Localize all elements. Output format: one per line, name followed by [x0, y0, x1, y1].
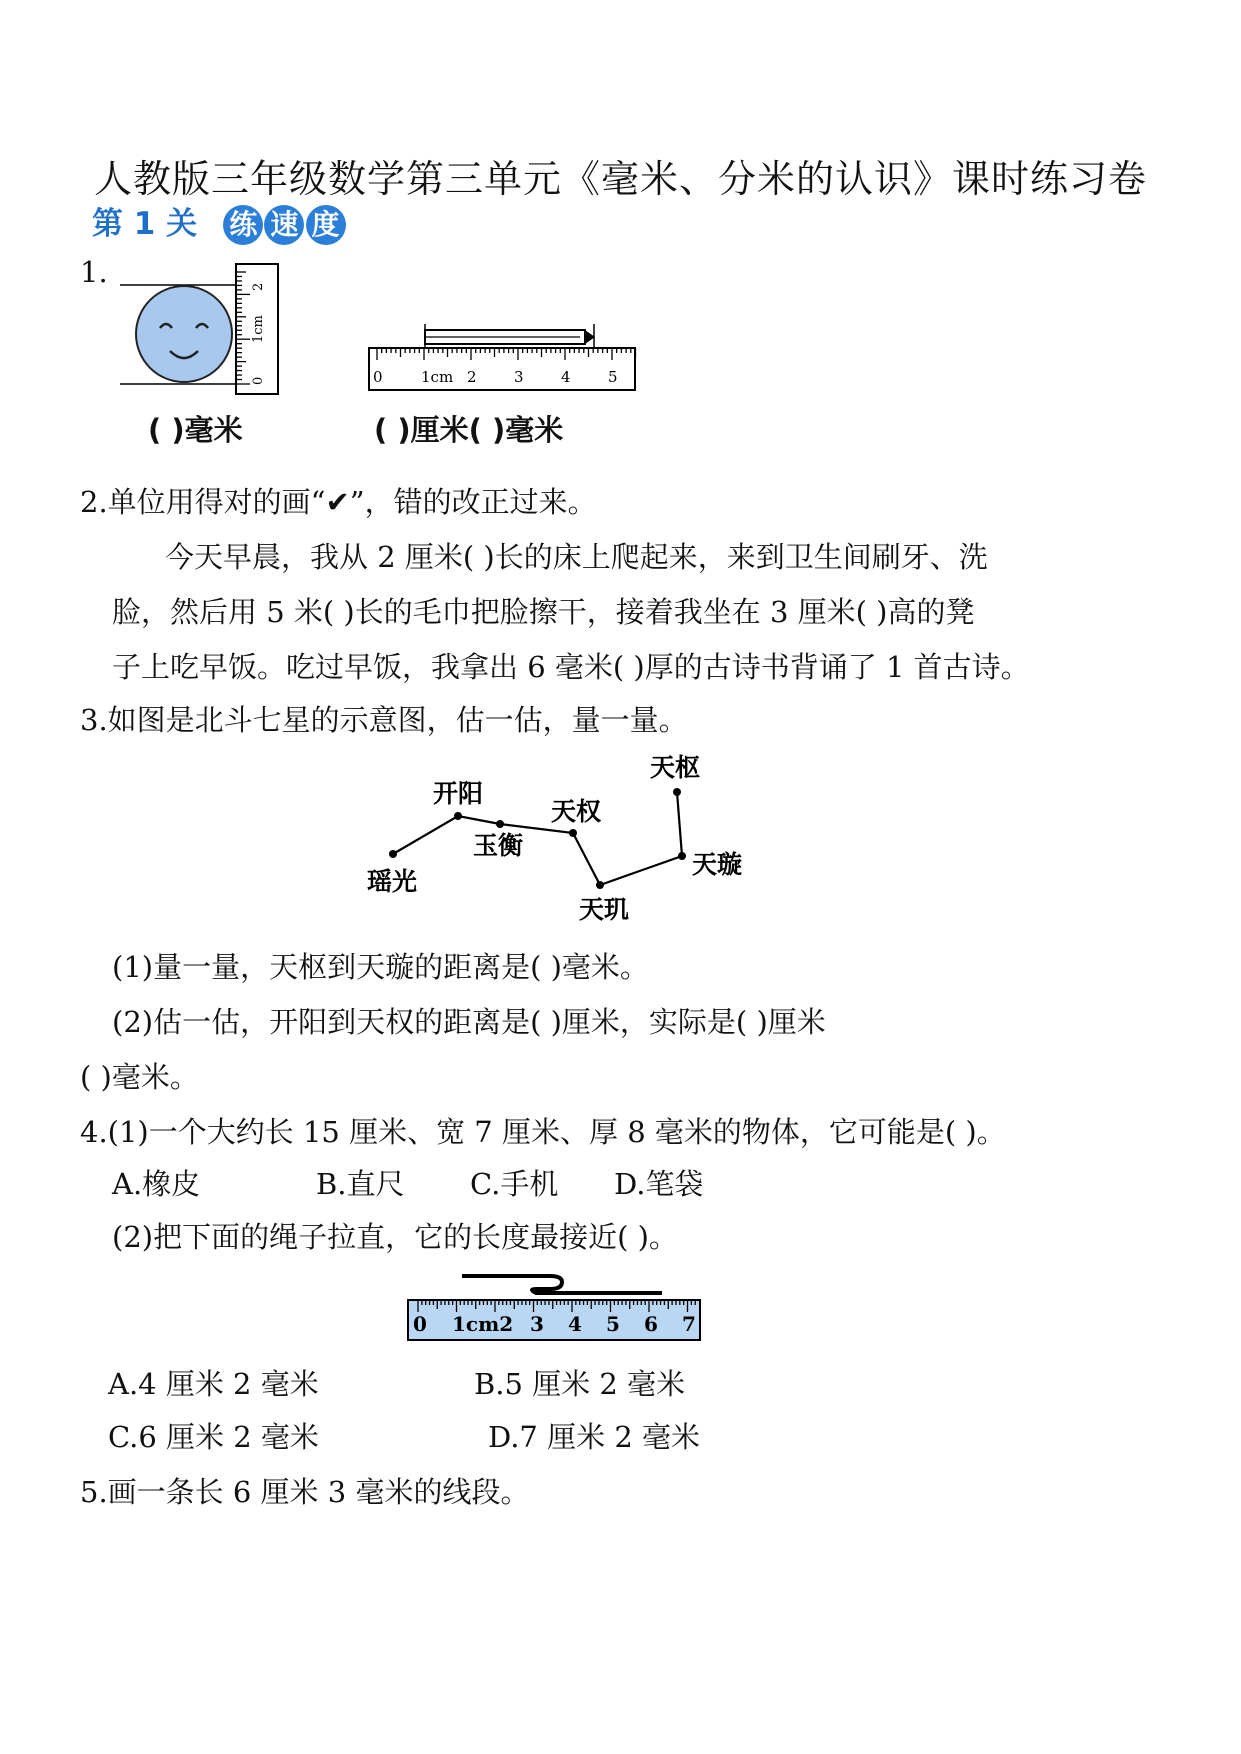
q1-answer-2: ( )厘米( )毫米 [374, 413, 564, 447]
star-dot [673, 788, 681, 796]
ruler-label: 0 [373, 368, 383, 386]
star-dot [569, 829, 577, 837]
q2-text-line: 脸，然后用 5 米( )长的毛巾把脸擦干，接着我坐在 3 厘米( )高的凳 [112, 595, 975, 629]
ruler-label: 2 [251, 282, 266, 291]
level-label: 第 1 关 [92, 206, 198, 242]
ruler-label: 1cm [421, 368, 454, 386]
q3-sub-question: (2)估一估，开阳到天权的距离是( )厘米，实际是( )厘米 [112, 1005, 826, 1039]
ruler-label: 3 [530, 1312, 544, 1336]
q1-number: 1. [80, 255, 108, 289]
star-label: 开阳 [433, 779, 484, 808]
badge-char: 度 [306, 205, 346, 245]
q2-text-line: 子上吃早饭。吃过早饭，我拿出 6 毫米( )厚的古诗书背诵了 1 首古诗。 [112, 650, 1030, 684]
star-label: 瑶光 [367, 867, 418, 896]
star-label: 天璇 [692, 850, 743, 879]
star-label: 天枢 [650, 753, 701, 782]
ruler-label: 4 [561, 368, 571, 386]
badge-char: 速 [264, 205, 304, 245]
ruler-label: 1cm2 [452, 1312, 514, 1336]
q1-figure-face-ruler [112, 258, 292, 403]
ruler-label: 2 [467, 368, 477, 386]
ruler-label: 7 [682, 1312, 696, 1336]
star-label: 玉衡 [473, 831, 524, 860]
ruler-label: 3 [514, 368, 524, 386]
q3-prompt: 3.如图是北斗七星的示意图，估一估，量一量。 [80, 703, 688, 737]
ruler-label: 0 [251, 376, 266, 385]
smiley-face-icon [136, 286, 232, 382]
ruler-label: 6 [644, 1312, 658, 1336]
ruler-label: 5 [608, 368, 618, 386]
big-dipper-diagram [355, 750, 785, 930]
star-dot [389, 850, 397, 858]
q4-option: C.6 厘米 2 毫米 [108, 1420, 319, 1454]
q2-prompt: 2.单位用得对的画“✔”，错的改正过来。 [80, 485, 597, 519]
q4-prompt-2: (2)把下面的绳子拉直，它的长度最接近( )。 [112, 1220, 678, 1254]
q4-prompt: 4.(1)一个大约长 15 厘米、宽 7 厘米、厚 8 毫米的物体，它可能是( )。 [80, 1115, 1006, 1149]
star-label: 天权 [551, 797, 602, 826]
rope-icon [462, 1276, 662, 1293]
star-label: 天玑 [579, 895, 630, 924]
q5-prompt: 5.画一条长 6 厘米 3 毫米的线段。 [80, 1475, 530, 1509]
page-title: 人教版三年级数学第三单元《毫米、分米的认识》课时练习卷 [93, 157, 1147, 201]
q4-option: C.手机 [470, 1167, 559, 1201]
star-dot [678, 852, 686, 860]
q3-sub-question-cont: ( )毫米。 [80, 1060, 199, 1094]
ruler-label: 0 [413, 1312, 427, 1336]
q2-text-line: 今天早晨，我从 2 厘米( )长的床上爬起来，来到卫生间刷牙、洗 [165, 540, 988, 574]
ruler-label: 4 [568, 1312, 582, 1336]
q4-option: A.4 厘米 2 毫米 [108, 1367, 319, 1401]
star-dot [496, 820, 504, 828]
badge-char: 练 [223, 205, 263, 245]
star-dot [454, 812, 462, 820]
star-dot [596, 881, 604, 889]
q4-option: A.橡皮 [112, 1167, 201, 1201]
rope-ruler-figure [400, 1268, 710, 1348]
q3-sub-question: (1)量一量，天枢到天璇的距离是( )毫米。 [112, 950, 649, 984]
level-badge [92, 198, 342, 245]
q4-option: B.直尺 [316, 1167, 405, 1201]
q4-option: D.7 厘米 2 毫米 [488, 1420, 700, 1454]
q1-answer-1: ( )毫米 [148, 413, 243, 447]
q4-option: D.笔袋 [614, 1167, 704, 1201]
ruler-label: 1cm [251, 315, 266, 343]
ruler-label: 5 [606, 1312, 620, 1336]
q4-option: B.5 厘米 2 毫米 [474, 1367, 686, 1401]
q1-figure-pencil-ruler [365, 318, 640, 398]
